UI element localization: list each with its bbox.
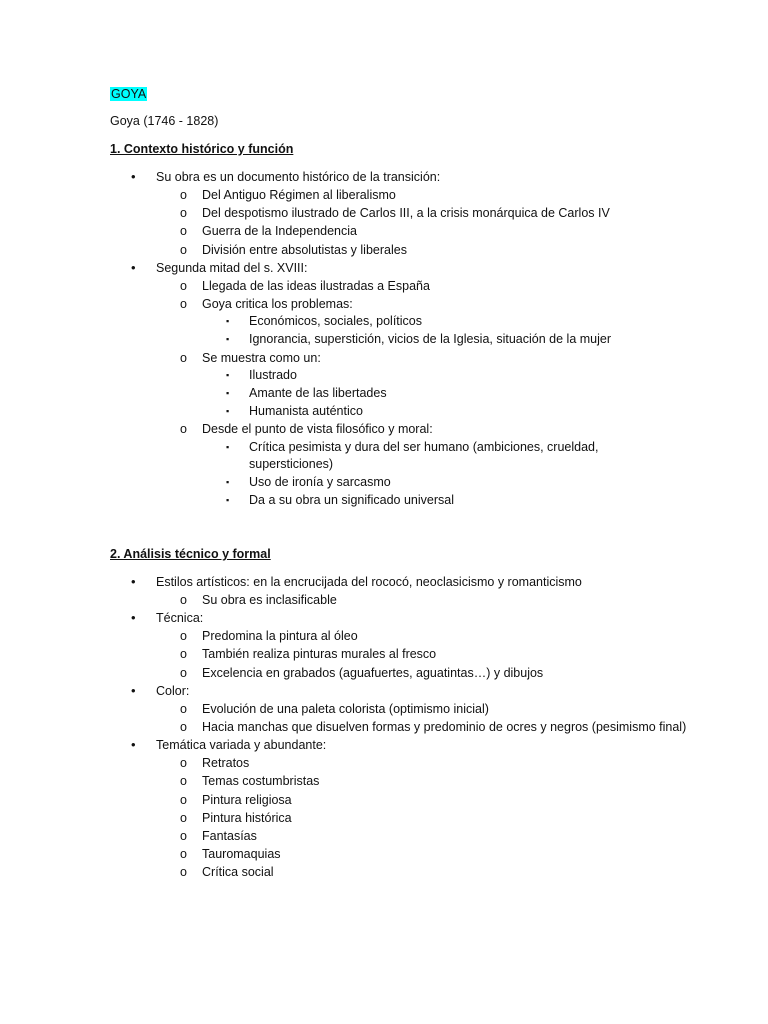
bullet-square-icon: ▪ [226, 387, 230, 398]
list-item-text: Del Antiguo Régimen al liberalismo [202, 188, 396, 202]
sub-list-item [0, 627, 768, 645]
bullet-dot-icon: • [131, 259, 136, 275]
bullet-circle-icon: o [180, 774, 187, 789]
sub-list-item [0, 718, 768, 736]
sub-sub-list-item [0, 492, 768, 510]
bullet-circle-icon: o [180, 422, 187, 437]
list-item-text: Segunda mitad del s. XVIII: [156, 260, 308, 275]
bullet-circle-icon: o [180, 206, 187, 221]
bullet-circle-icon: o [180, 647, 187, 662]
sub-list-item [0, 186, 768, 204]
bullet-circle-icon: o [180, 224, 187, 239]
bullet-circle-icon: o [180, 792, 187, 807]
list-item-text: Técnica: [156, 611, 204, 626]
bullet-circle-icon: o [180, 810, 187, 825]
list-item-text: División entre absolutistas y liberales [202, 242, 407, 257]
list-item-text: Evolución de una paleta colorista (optimismo inicial) [202, 701, 489, 716]
sub-list-item [0, 791, 768, 809]
list-item-text: Retratos [202, 756, 250, 771]
bullet-circle-icon: o [180, 297, 187, 312]
bullet-circle-icon: o [180, 665, 187, 680]
bullet-circle-icon: o [180, 188, 187, 202]
list-item-text: Crítica social [202, 865, 274, 880]
bullet-circle-icon: o [180, 701, 187, 716]
list-item-text: Pintura histórica [202, 810, 292, 825]
list-item-text: Temática variada y abundante: [156, 738, 327, 753]
document-subtitle: Goya (1746 - 1828) [110, 114, 219, 128]
sub-list-item [0, 772, 768, 790]
sub-list-item [0, 845, 768, 863]
sub-list-item [0, 277, 768, 295]
bullet-square-icon: ▪ [226, 316, 230, 327]
bullet-dot-icon: • [131, 169, 136, 184]
sub-list-item [0, 754, 768, 772]
sub-list-item [0, 863, 768, 881]
bullet-circle-icon: o [180, 629, 187, 644]
list-item-text: Uso de ironía y sarcasmo [249, 475, 391, 490]
bullet-circle-icon: o [180, 350, 187, 365]
list-item-text: Económicos, sociales, políticos [249, 314, 422, 329]
bullet-circle-icon: o [180, 756, 187, 771]
bullet-circle-icon: o [180, 829, 187, 844]
bullet-circle-icon: o [180, 865, 187, 880]
list-item-text: Ignorancia, superstición, vicios de la Iglesia, situación de la mujer [249, 332, 611, 347]
sub-sub-list-item [0, 331, 768, 349]
list-item-text: Su obra es inclasificable [202, 593, 337, 607]
list-item-text: Ilustrado [249, 368, 297, 383]
sub-sub-list-item [0, 439, 768, 475]
list-item-text: Humanista auténtico [249, 403, 363, 418]
sub-list-item [0, 222, 768, 240]
list-item-text: Desde el punto de vista filosófico y moral: [202, 422, 433, 437]
sub-list-item [0, 700, 768, 718]
sub-list-item [0, 295, 768, 313]
bullet-circle-icon: o [180, 847, 187, 862]
list-item-text: Su obra es un documento histórico de la transición: [156, 170, 441, 184]
list-item-text: Pintura religiosa [202, 792, 292, 807]
sub-list-item [0, 241, 768, 259]
sub-list-item [0, 664, 768, 682]
list-item-text: Da a su obra un significado universal [249, 493, 454, 507]
sub-list-item [0, 349, 768, 367]
list-item-text: Crítica pesimista y dura del ser humano (ambiciones, crueldad, supersticiones) [249, 439, 599, 472]
bullet-dot-icon: • [131, 574, 136, 589]
bullet-dot-icon: • [131, 737, 136, 753]
sub-list-item [0, 809, 768, 827]
list-item-text: Guerra de la Independencia [202, 224, 357, 239]
list-item-text: También realiza pinturas murales al fresco [202, 647, 437, 662]
section-2-heading: 2. Análisis técnico y formal [110, 547, 271, 561]
bullet-circle-icon: o [180, 242, 187, 257]
bullet-square-icon: ▪ [226, 477, 230, 488]
list-item [0, 682, 768, 700]
highlighted-title-text: GOYA [111, 87, 147, 101]
list-item-text: Amante de las libertades [249, 385, 387, 400]
list-item-text: Fantasías [202, 829, 257, 844]
sub-sub-list-item [0, 367, 768, 385]
bullet-square-icon: ▪ [226, 495, 230, 505]
section-2-list [0, 573, 768, 882]
list-item [0, 168, 768, 186]
list-item-text: Predomina la pintura al óleo [202, 629, 358, 644]
list-item-text: Estilos artísticos: en la encrucijada del rococó, neoclasicismo y romanticismo [156, 575, 582, 589]
list-item [0, 573, 768, 591]
sub-sub-list-item [0, 385, 768, 403]
list-item-text: Hacia manchas que disuelven formas y predominio de ocres y negros (pesimismo final) [202, 720, 687, 735]
document-title [110, 86, 147, 103]
bullet-circle-icon: o [180, 720, 187, 735]
sub-sub-list-item [0, 313, 768, 331]
list-item-text: Excelencia en grabados (aguafuertes, aguatintas…) y dibujos [202, 665, 544, 680]
bullet-square-icon: ▪ [226, 370, 230, 381]
list-item [0, 609, 768, 627]
sub-sub-list-item [0, 474, 768, 492]
bullet-square-icon: ▪ [226, 405, 230, 416]
sub-list-item [0, 420, 768, 438]
list-item-text: Tauromaquias [202, 847, 281, 862]
list-item-text: Temas costumbristas [202, 774, 320, 789]
list-item-text: Color: [156, 683, 190, 698]
list-item-text: Goya critica los problemas: [202, 297, 353, 312]
list-item-text: Llegada de las ideas ilustradas a España [202, 278, 430, 293]
list-item-text: Del despotismo ilustrado de Carlos III, a la crisis monárquica de Carlos IV [202, 206, 610, 221]
bullet-circle-icon: o [180, 593, 187, 607]
sub-list-item [0, 645, 768, 663]
section-1-list [0, 168, 768, 510]
section-1-heading: 1. Contexto histórico y función [110, 142, 294, 156]
sub-list-item [0, 204, 768, 222]
bullet-circle-icon: o [180, 278, 187, 293]
list-item [0, 736, 768, 754]
sub-list-item [0, 591, 768, 609]
bullet-square-icon: ▪ [226, 441, 230, 452]
list-item [0, 259, 768, 277]
bullet-square-icon: ▪ [226, 334, 230, 345]
bullet-dot-icon: • [131, 682, 136, 698]
list-item-text: Se muestra como un: [202, 350, 321, 365]
sub-sub-list-item [0, 403, 768, 421]
sub-list-item [0, 827, 768, 845]
bullet-dot-icon: • [131, 610, 136, 626]
